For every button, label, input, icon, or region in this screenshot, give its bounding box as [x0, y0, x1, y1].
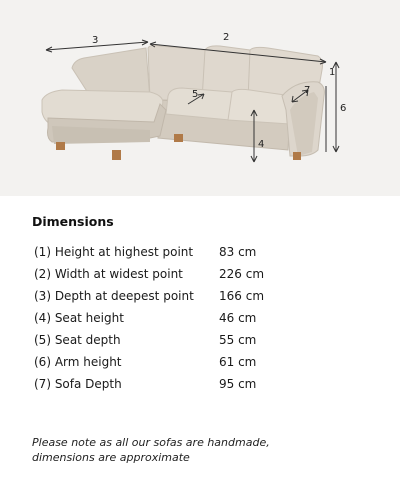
dimension-label: (1) Height at highest point	[34, 245, 194, 259]
dimension-value: 166 cm	[219, 289, 265, 303]
callout-7: 7	[304, 85, 311, 96]
dimension-row-width	[32, 263, 372, 285]
dimension-value: 83 cm	[219, 245, 257, 259]
dimension-value: 55 cm	[219, 333, 257, 347]
dimension-row-seat-height	[32, 307, 372, 329]
callout-1: 1	[329, 67, 336, 78]
callout-5: 5	[192, 89, 199, 100]
dimension-row-arm-height	[32, 351, 372, 373]
dimension-label: (2) Width at widest point	[34, 267, 183, 281]
callout-3: 3	[92, 35, 99, 46]
callout-2: 2	[223, 32, 230, 43]
dimension-label: (6) Arm height	[34, 355, 122, 369]
dimension-label: (5) Seat depth	[34, 333, 121, 347]
callout-4: 4	[258, 139, 265, 150]
note-line-1: Please note as all our sofas are handmade,	[32, 436, 270, 449]
dimension-row-depth	[32, 285, 372, 307]
dimensions-list	[32, 241, 372, 395]
dimension-row-sofa-depth	[32, 373, 372, 395]
note-line-2: dimensions are approximate	[32, 451, 190, 464]
callout-6: 6	[340, 103, 347, 114]
dimension-value: 46 cm	[219, 311, 257, 325]
sofa-illustration	[0, 0, 400, 196]
dimension-row-height	[32, 241, 372, 263]
dimension-value: 95 cm	[219, 377, 257, 391]
dimension-row-seat-depth	[32, 329, 372, 351]
handmade-note	[32, 435, 372, 465]
dimension-value: 61 cm	[219, 355, 257, 369]
sofa-dimension-image	[0, 0, 400, 196]
dimension-label: (4) Seat height	[34, 311, 124, 325]
dimension-value: 226 cm	[219, 267, 265, 281]
dimension-label: (7) Sofa Depth	[34, 377, 122, 391]
dimensions-heading: Dimensions	[32, 214, 114, 229]
dimension-label: (3) Depth at deepest point	[34, 289, 194, 303]
